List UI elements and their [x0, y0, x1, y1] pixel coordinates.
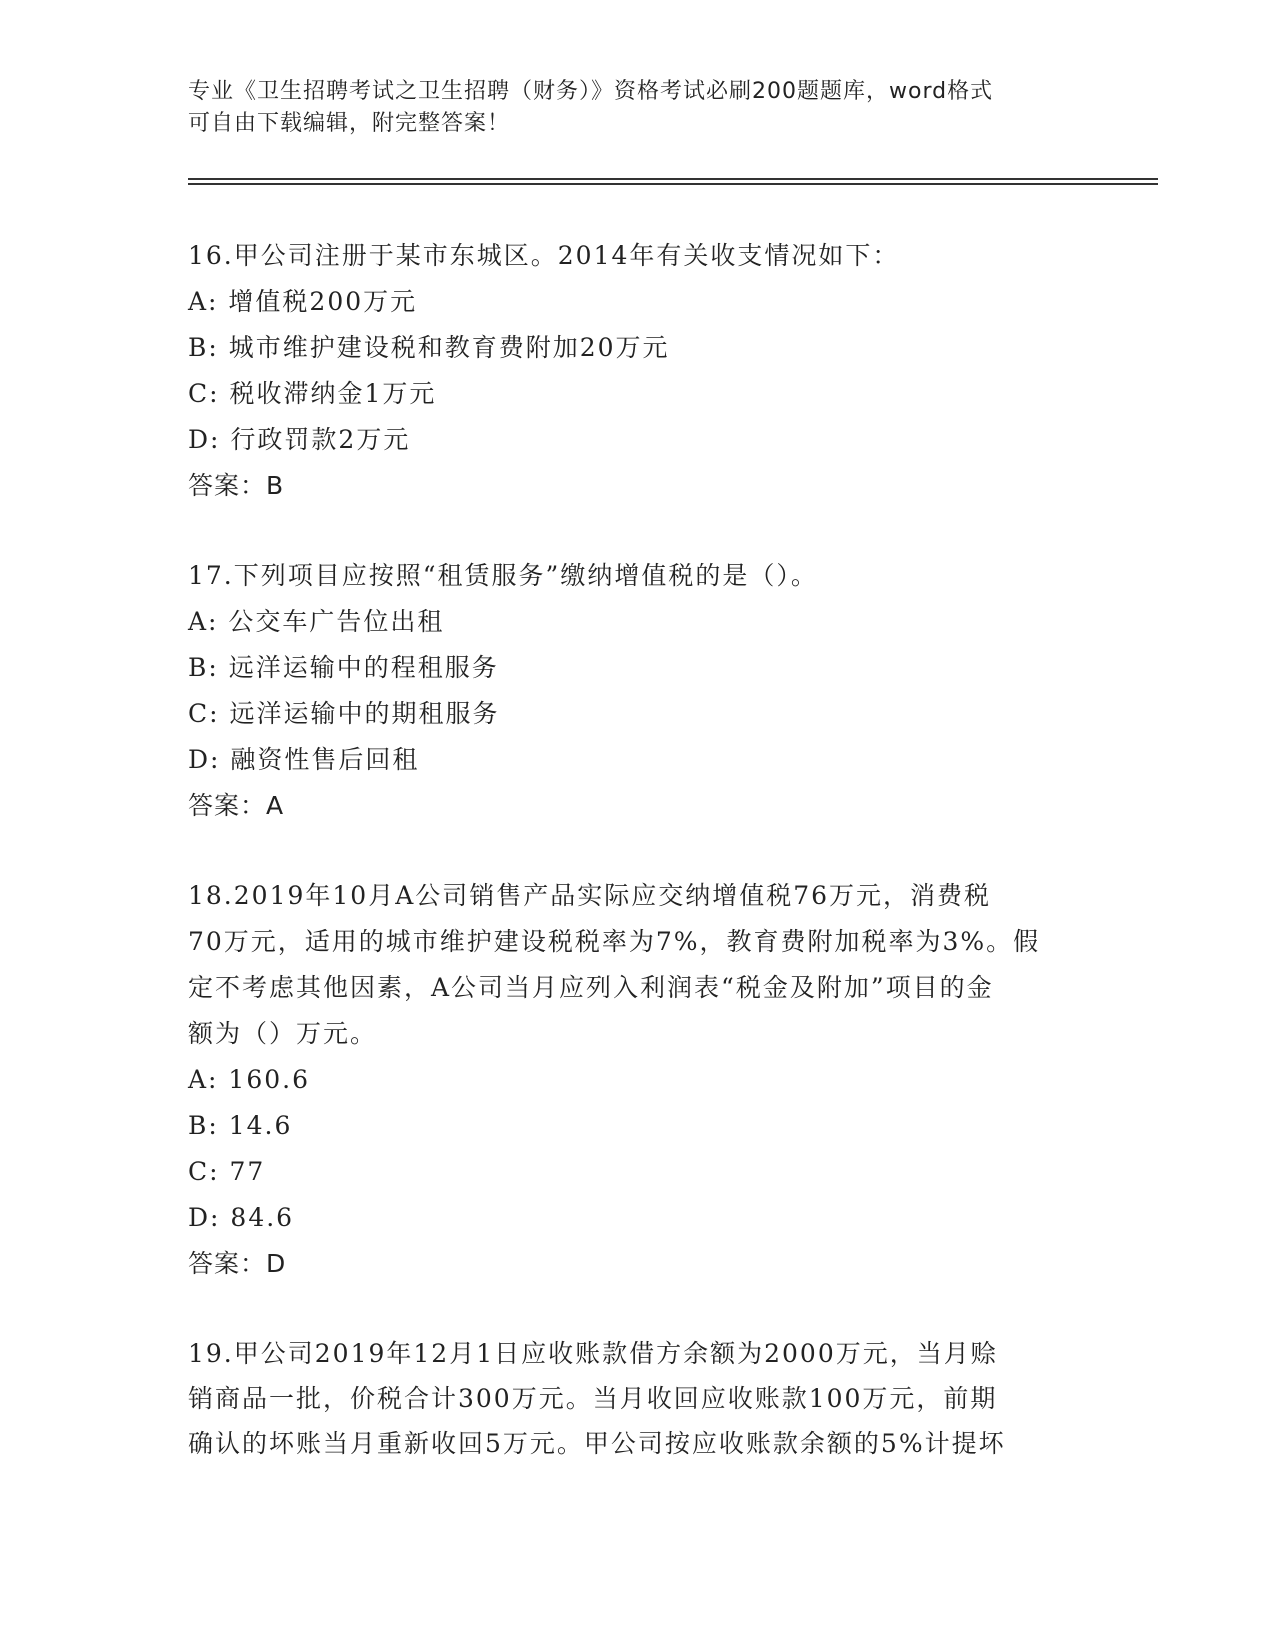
question-stem-line-3: 确认的坏账当月重新收回5万元。甲公司按应收账款余额的5%计提坏 — [188, 1429, 1006, 1458]
header-divider-top — [188, 178, 1158, 180]
option-d: D: 融资性售后回租 — [188, 745, 420, 774]
question-stem-line-4: 额为（）万元。 — [188, 1019, 378, 1048]
question-stem-line-2: 销商品一批，价税合计300万元。当月收回应收账款100万元，前期 — [188, 1384, 998, 1413]
option-b: B: 14.6 — [188, 1111, 293, 1140]
option-c: C: 税收滞纳金1万元 — [188, 379, 437, 408]
question-16 — [188, 233, 1088, 509]
answer-label: 答案：D — [188, 1249, 287, 1278]
answer-label: 答案：B — [188, 471, 285, 500]
question-stem: 17.下列项目应按照“租赁服务”缴纳增值税的是（）。 — [188, 561, 818, 590]
option-d: D: 84.6 — [188, 1203, 295, 1232]
question-18 — [188, 873, 1088, 1287]
option-b: B: 远洋运输中的程租服务 — [188, 653, 499, 682]
option-c: C: 远洋运输中的期租服务 — [188, 699, 500, 728]
question-19 — [188, 1331, 1088, 1466]
header-line-1: 专业《卫生招聘考试之卫生招聘（财务）》资格考试必刷200题题库，word格式 — [188, 79, 994, 104]
header-line-2: 可自由下载编辑，附完整答案！ — [188, 111, 511, 136]
question-stem: 16.甲公司注册于某市东城区。2014年有关收支情况如下： — [188, 241, 900, 270]
header-divider-bottom — [188, 183, 1158, 185]
question-stem-line-2: 70万元，适用的城市维护建设税税率为7%，教育费附加税率为3%。假 — [188, 927, 1041, 956]
question-stem-line-3: 定不考虑其他因素，A公司当月应列入利润表“税金及附加”项目的金 — [188, 973, 994, 1002]
option-a: A: 增值税200万元 — [188, 287, 418, 316]
answer-label: 答案：A — [188, 791, 285, 820]
question-stem-line-1: 18.2019年10月A公司销售产品实际应交纳增值税76万元，消费税 — [188, 881, 992, 910]
option-a: A: 公交车广告位出租 — [188, 607, 445, 636]
option-a: A: 160.6 — [188, 1065, 310, 1094]
question-17 — [188, 553, 1088, 829]
document-header — [188, 76, 1088, 140]
question-stem-line-1: 19.甲公司2019年12月1日应收账款借方余额为2000万元，当月赊 — [188, 1339, 998, 1368]
option-b: B: 城市维护建设税和教育费附加20万元 — [188, 333, 670, 362]
option-c: C: 77 — [188, 1157, 266, 1186]
option-d: D: 行政罚款2万元 — [188, 425, 411, 454]
